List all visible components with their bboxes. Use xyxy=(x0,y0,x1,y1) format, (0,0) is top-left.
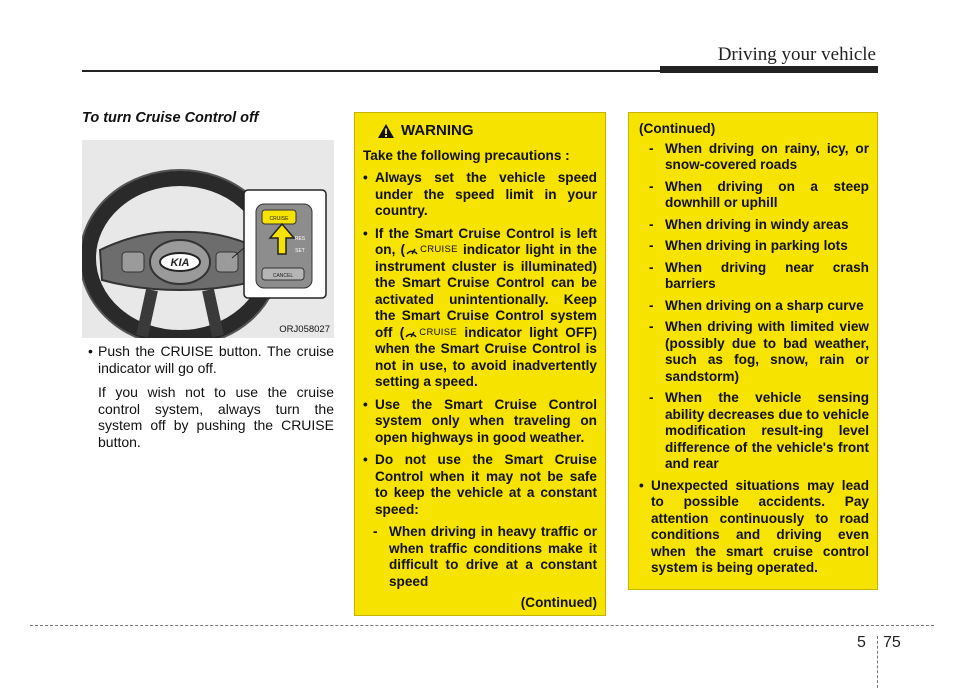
bullet-item xyxy=(82,343,334,376)
warning-item-text: Always set the vehicle speed under the speed limit in your country. xyxy=(375,170,597,218)
warning-sub-item-text: When driving in heavy traffic or when traffic conditions make it difficult to drive at a constant speed xyxy=(389,524,597,589)
page-number: 75 xyxy=(883,634,901,651)
warning-box xyxy=(354,112,606,616)
header-title: Driving your vehicle xyxy=(717,44,876,65)
cruise-indicator-label: CRUISE xyxy=(419,326,457,338)
steering-wheel-illustration xyxy=(82,140,334,338)
svg-text:KIA: KIA xyxy=(170,257,190,269)
warning-item-text: Unexpected situations may lead to possible accidents. Pay attention continuously to road conditions and driving even when the smart cruise control system is being operated. xyxy=(651,477,869,575)
warning-sub-item: - When driving on rainy, icy, or snow-covered roads xyxy=(649,140,869,172)
continued-heading: (Continued) xyxy=(639,121,716,136)
warning-item: • If the Smart Cruise Control is left on, ( CRUISE indicator light in the instrument cluster is illuminated) the Smart Cruise Control can be activated unintentionally. Keep the Smart Cruise Control system off ( CRUISE indicator light OFF) when the Smart Cruise Control is not in use, to avoid inadvertently setting a speed. xyxy=(363,225,597,390)
warning-sub-item-text: When driving on a steep downhill or uphill xyxy=(665,178,869,210)
body-text xyxy=(82,343,334,450)
cruise-indicator-icon xyxy=(404,325,457,342)
warning-sub-item-text: When driving near crash barriers xyxy=(665,259,869,291)
bullet-dot: • xyxy=(88,343,93,359)
warning-sub-item: - When driving in heavy traffic or when traffic conditions make it difficult to drive at a constant speed xyxy=(373,524,597,589)
chapter-number: 5 xyxy=(857,634,866,651)
cancel-button-label: CANCEL xyxy=(272,273,294,279)
warning-item-text: Use the Smart Cruise Control system only when traveling on open highways in good weather. xyxy=(375,396,597,445)
header-rule-accent xyxy=(660,66,878,73)
warning-item-text-part: If the Smart Cruise Control is left on, ( xyxy=(375,225,597,257)
warning-item: • Do not use the Smart Cruise Control when it may not be safe to keep the vehicle at a constant speed: xyxy=(363,452,597,517)
cruise-button-label: CRUISE xyxy=(269,216,289,222)
warning-sub-item: - When driving in windy areas xyxy=(639,217,869,234)
continued-label: (Continued) xyxy=(520,595,597,611)
cruise-indicator-label: CRUISE xyxy=(420,244,458,256)
header-rule xyxy=(82,70,682,72)
warning-intro: Take the following precautions : xyxy=(363,147,570,163)
warning-item-text-part: indicator light in the instrument cluster is illuminated) the Smart Cruise Control can be activated unintentionally. Keep the Smart Cruise Control system off ( xyxy=(375,242,597,340)
warning-title-text: WARNING xyxy=(401,122,474,139)
warning-sub-item-text: When driving on rainy, icy, or snow-covered roads xyxy=(665,140,869,172)
warning-item-text: Do not use the Smart Cruise Control when it may not be safe to keep the vehicle at a constant speed: xyxy=(375,452,597,517)
warning-sub-item: - When driving on a sharp curve xyxy=(639,298,869,315)
warning-triangle-icon xyxy=(377,123,395,139)
warning-item: • Use the Smart Cruise Control system only when traveling on open highways in good weather. xyxy=(363,396,597,445)
warning-sub-item: - When driving near crash barriers xyxy=(649,259,869,291)
warning-sub-item-text: When driving in parking lots xyxy=(665,238,848,253)
section-heading: To turn Cruise Control off xyxy=(82,110,259,126)
bullet-text: Push the CRUISE button. The cruise indicator will go off. xyxy=(98,343,334,376)
warning-sub-item-text: When driving on a sharp curve xyxy=(665,297,864,313)
set-button-label: SET xyxy=(295,248,305,254)
warning-continued-box xyxy=(628,112,878,590)
figure-code: ORJ058027 xyxy=(279,324,330,335)
res-button-label: RES xyxy=(294,236,306,242)
steering-wheel-figure xyxy=(82,140,334,338)
warning-sub-item: - When driving on a steep downhill or uphill xyxy=(649,178,869,210)
footer-divider xyxy=(30,625,934,626)
warning-sub-item-text: When driving in windy areas xyxy=(665,216,849,232)
note-text: If you wish not to use the cruise control system, always turn the system off by pushing the CRUISE button. xyxy=(98,384,334,450)
warning-sub-item: - When driving with limited view (possibly due to bad weather, such as fog, snow, rain or sandstorm) xyxy=(649,319,869,384)
warning-sub-item-text: When the vehicle sensing ability decreases due to vehicle modification result-ing level difference of the vehicle's front and rear xyxy=(665,390,869,471)
warning-sub-item: - When driving in parking lots xyxy=(639,238,869,255)
warning-sub-item: - When the vehicle sensing ability decreases due to vehicle modification result-ing level difference of the vehicle's front and rear xyxy=(649,390,869,471)
warning-item-text-part: indicator light OFF) when the Smart Cruise Control is not in use, to avoid inadvertently setting a speed. xyxy=(375,324,597,390)
page-number-separator xyxy=(877,636,878,688)
warning-title xyxy=(377,123,597,140)
warning-item-text xyxy=(375,226,597,391)
cruise-indicator-icon xyxy=(405,242,458,259)
warning-item: • Always set the vehicle speed under the speed limit in your country. xyxy=(363,170,597,218)
warning-sub-item-text: When driving with limited view (possibly due to bad weather, such as fog, snow, rain or sandstorm) xyxy=(665,319,869,384)
warning-item: • Unexpected situations may lead to possible accidents. Pay attention continuously to road conditions and driving even when the smart cruise control system is being operated. xyxy=(639,477,869,575)
